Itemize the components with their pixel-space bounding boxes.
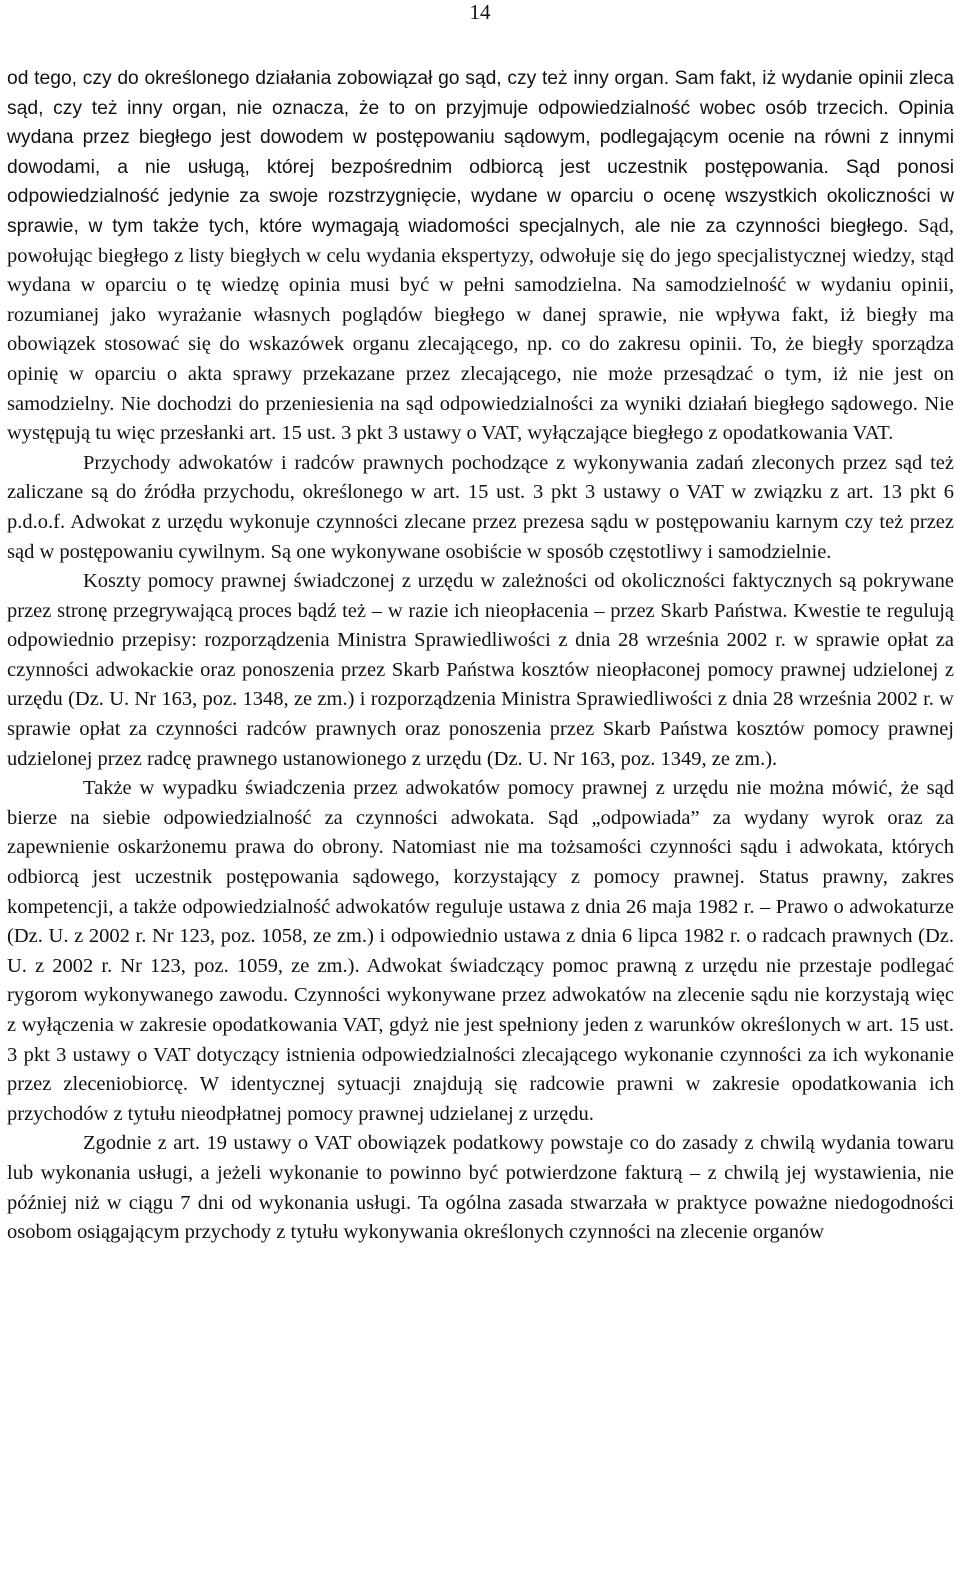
paragraph-3-text: Koszty pomocy prawnej świadczonej z urzędu w zależności od okoliczności faktycznych są pokrywane przez stronę przegrywającą proces bądź też – w razie ich nieopłacenia – przez Skarb Państwa. Kwestie te regulują odpowiednio przepisy: rozporządzenia Ministra Sprawiedliwości z dnia 28 września 2002 r. w sprawie opłat za czynności adwokackie oraz ponoszenia przez Skarb Państwa kosztów nieopłaconej pomocy prawnej udzielonej z urzędu (Dz. U. Nr 163, poz. 1348, ze zm.) i rozporządzenia Ministra Sprawiedliwości z dnia 28 września 2002 r. w sprawie opłat za czynności radców prawnych oraz ponoszenia przez Skarb Państwa kosztów pomocy prawnej udzielonej przez radcę prawnego ustanowionego z urzędu (Dz. U. Nr 163, poz. 1349, ze zm.).: [7, 570, 954, 770]
page-number: 14: [469, 0, 491, 24]
paragraph-2-text: Przychody adwokatów i radców prawnych pochodzące z wykonywania zadań zleconych przez sąd też zaliczane są do źródła przychodu, określonego w art. 15 ust. 3 pkt 3 ustawy o VAT w związku z art. 13 pkt 6 p.d.o.f. Adwokat z urzędu wykonuje czynności zlecane przez prezesa sądu w postępowaniu karnym czy też przez sąd w postępowaniu cywilnym. Są one wykonywane osobiście w sposób częstotliwy i samodzielnie.: [7, 451, 954, 563]
document-body: [7, 64, 954, 1248]
paragraph-5: [7, 1129, 954, 1247]
paragraph-1: [7, 64, 954, 449]
paragraph-1-text-serif: Sąd, powołując biegłego z listy biegłych w celu wydania ekspertyzy, odwołuje się do jego specjalistycznej wiedzy, stąd wydana w oparciu o tę wiedzę opinia musi być w pełni samodzielna. Na samodzielność w wydaniu opinii, rozumianej jako wyrażanie własnych poglądów biegłego w danej sprawie, nie wpływa fakt, iż biegły ma obowiązek stosować się do wskazówek organu zlecającego, np. co do zakresu opinii. To, że biegły sporządza opinię w oparciu o akta sprawy przekazane przez zlecającego, nie może przesądzać o tym, iż nie jest on samodzielny. Nie dochodzi do przeniesienia na sąd odpowiedzialności za wyniki działań biegłego sądowego. Nie występują tu więc przesłanki art. 15 ust. 3 pkt 3 ustawy o VAT, wyłączające biegłego z opodatkowania VAT.: [7, 214, 954, 445]
paragraph-5-text: Zgodnie z art. 19 ustawy o VAT obowiązek podatkowy powstaje co do zasady z chwilą wydania towaru lub wykonania usługi, a jeżeli wykonanie to powinno być potwierdzone fakturą – z chwilą jej wystawienia, nie później niż w ciągu 7 dni od wykonania usługi. Ta ogólna zasada stwarzała w praktyce poważne niedogodności osobom osiągającym przychody z tytułu wykonywania określonych czynności na zlecenie organów: [7, 1132, 954, 1244]
paragraph-4: [7, 774, 954, 1129]
paragraph-3: [7, 567, 954, 774]
paragraph-2: [7, 449, 954, 567]
paragraph-1-text-sans: od tego, czy do określonego działania zobowiązał go sąd, czy też inny organ. Sam fakt, iż wydanie opinii zleca sąd, czy też inny organ, nie oznacza, że to on przyjmuje odpowiedzialność wobec osób trzecich. Opinia wydana przez biegłego jest dowodem w postępowaniu sądowym, podlegającym ocenie na równi z innymi dowodami, a nie usługą, której bezpośrednim odbiorcą jest uczestnik postępowania. Sąd ponosi odpowiedzialność jedynie za swoje rozstrzygnięcie, wydane w oparciu o ocenę wszystkich okoliczności w sprawie, w tym także tych, które wymagają wiadomości specjalnych, ale nie za czynności biegłego.: [7, 68, 954, 237]
paragraph-4-text: Także w wypadku świadczenia przez adwokatów pomocy prawnej z urzędu nie można mówić, że sąd bierze na siebie odpowiedzialność za czynności adwokata. Sąd „odpowiada” za wydany wyrok oraz za zapewnienie oskarżonemu prawa do obrony. Natomiast nie ma tożsamości czynności sądu i adwokata, których odbiorcą jest uczestnik postępowania sądowego, korzystający z pomocy prawnej. Status prawny, zakres kompetencji, a także odpowiedzialność adwokatów reguluje ustawa z dnia 26 maja 1982 r. – Prawo o adwokaturze (Dz. U. z 2002 r. Nr 123, poz. 1058, ze zm.) i odpowiednio ustawa z dnia 6 lipca 1982 r. o radcach prawnych (Dz. U. z 2002 r. Nr 123, poz. 1059, ze zm.). Adwokat świadczący pomoc prawną z urzędu nie przestaje podlegać rygorom wykonywanego zawodu. Czynności wykonywane przez adwokatów na zlecenie sądu nie korzystają więc z wyłączenia w zakresie opodatkowania VAT, gdyż nie jest spełniony jeden z warunków określonych w art. 15 ust. 3 pkt 3 ustawy o VAT dotyczący istnienia odpowiedzialności zlecającego wykonanie czynności za ich wykonanie przez zleceniobiorcę. W identycznej sytuacji znajdują się radcowie prawni w zakresie opodatkowania ich przychodów z tytułu nieodpłatnej pomocy prawnej udzielanej z urzędu.: [7, 777, 954, 1125]
